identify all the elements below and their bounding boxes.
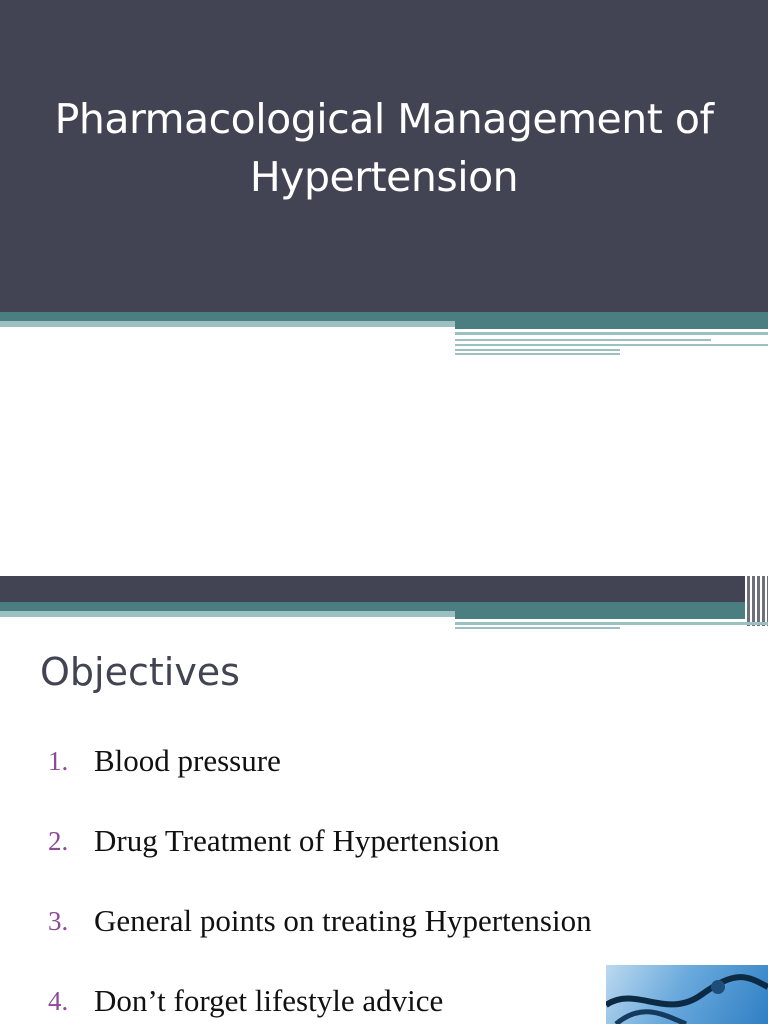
s2-stripe-light-right-2 [455,623,711,625]
slide-title [0,90,768,206]
objectives-heading: Objectives [40,650,240,694]
objectives-band [0,576,768,602]
stethoscope-icon [606,965,768,1024]
list-text: Don’t forget lifestyle advice [94,983,444,1018]
stripe-light-right-1 [455,332,768,335]
list-text: Blood pressure [94,743,281,778]
list-number: 3. [48,906,69,936]
s2-stripe-teal [0,602,745,611]
stethoscope-photo [606,965,768,1024]
list-number: 1. [48,746,69,776]
s2-stripe-light-left [0,611,455,617]
list-item [48,818,592,898]
s2-stripe-teal-right [455,611,745,619]
s2-band-ticks [745,576,768,626]
list-item [48,978,592,1024]
s2-stripe-light-right-3 [455,627,620,629]
list-number: 2. [48,826,69,856]
stripe-light-right-4 [455,349,620,351]
list-text: General points on treating Hypertension [94,903,592,938]
list-item [48,898,592,978]
stripe-light-right-5 [455,353,620,355]
list-text: Drug Treatment of Hypertension [94,823,500,858]
stripe-light-left [0,321,455,327]
stripe-light-right-3 [455,344,768,346]
stripe-teal-right [455,321,768,329]
title-line-1: Pharmacological Management of [54,95,714,143]
stripe-light-right-2 [455,339,711,341]
objectives-list [48,738,592,1024]
title-line-2: Hypertension [249,153,519,201]
list-number: 4. [48,986,69,1016]
list-item [48,738,592,818]
stripe-teal [0,312,768,321]
slide-objectives [0,576,768,1024]
